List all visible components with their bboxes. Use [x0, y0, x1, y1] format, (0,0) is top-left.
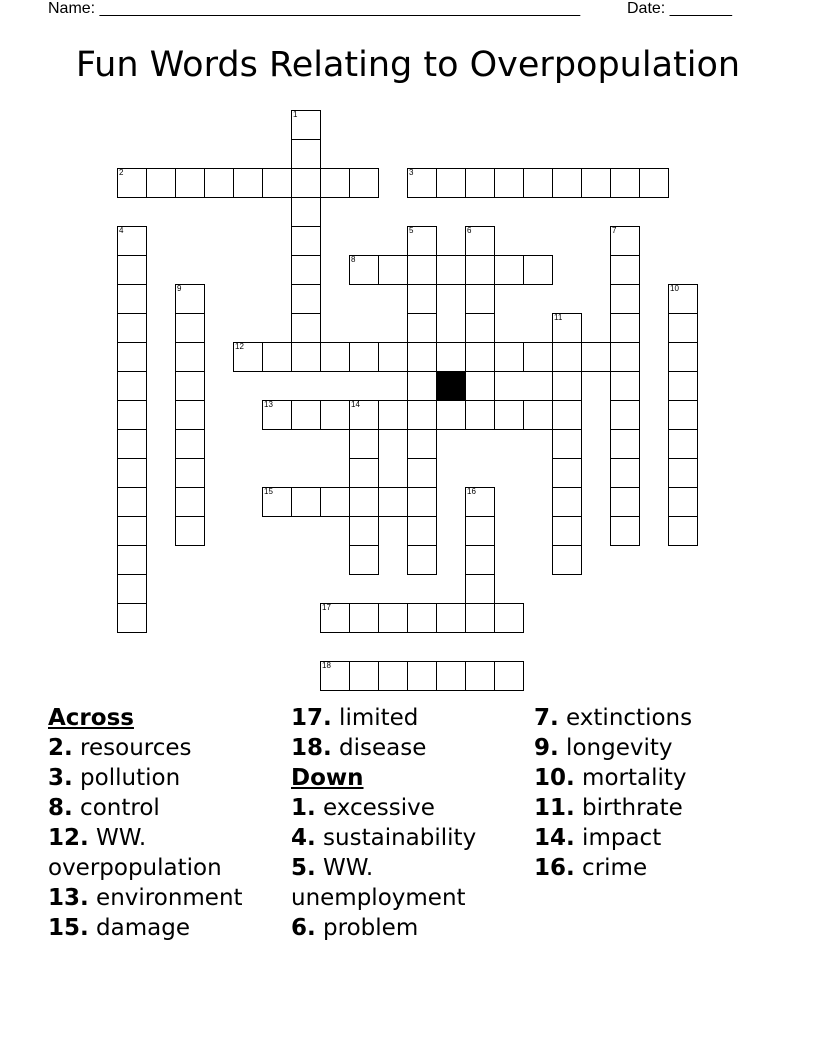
grid-cell[interactable] — [175, 342, 205, 372]
grid-cell[interactable] — [349, 487, 379, 517]
grid-cell[interactable] — [407, 255, 437, 285]
clue-number-label: 14. — [534, 825, 575, 851]
grid-cell[interactable] — [552, 458, 582, 488]
grid-cell[interactable] — [552, 400, 582, 430]
clue-text: control — [72, 795, 160, 821]
grid-cell[interactable] — [146, 168, 176, 198]
grid-cell[interactable] — [523, 400, 553, 430]
grid-cell[interactable] — [465, 545, 495, 575]
grid-cell[interactable] — [117, 371, 147, 401]
clue-number-label: 11. — [534, 795, 575, 821]
clue-item — [291, 733, 527, 763]
grid-cell[interactable] — [610, 516, 640, 546]
grid-cell[interactable] — [552, 516, 582, 546]
clue-number-label: 16. — [534, 855, 575, 881]
grid-cell[interactable] — [523, 168, 553, 198]
grid-cell[interactable] — [378, 603, 408, 633]
grid-cell[interactable] — [117, 487, 147, 517]
grid-cell[interactable] — [175, 458, 205, 488]
grid-cell[interactable] — [465, 255, 495, 285]
grid-cell[interactable] — [610, 400, 640, 430]
grid-cell[interactable] — [204, 168, 234, 198]
grid-cell[interactable] — [117, 342, 147, 372]
grid-cell[interactable] — [262, 400, 292, 430]
clue-item — [48, 733, 284, 763]
clue-section-heading: Across — [48, 705, 134, 731]
grid-cell[interactable] — [117, 255, 147, 285]
grid-cell[interactable] — [117, 545, 147, 575]
grid-cell[interactable] — [349, 545, 379, 575]
clue-number: 8 — [351, 255, 356, 264]
clue-number-label: 9. — [534, 735, 559, 761]
clue-number-label: 12. — [48, 825, 89, 851]
grid-cell[interactable] — [465, 168, 495, 198]
clue-text: longevity — [558, 735, 673, 761]
grid-cell[interactable] — [494, 661, 524, 691]
grid-cell[interactable] — [117, 458, 147, 488]
grid-cell[interactable] — [494, 603, 524, 633]
clue-number-label: 1. — [291, 795, 316, 821]
grid-cell[interactable] — [262, 168, 292, 198]
grid-cell[interactable] — [407, 313, 437, 343]
grid-cell[interactable] — [436, 661, 466, 691]
clue-number: 1 — [293, 110, 298, 119]
clue-item — [534, 703, 774, 733]
grid-cell[interactable] — [320, 487, 350, 517]
grid-cell[interactable] — [552, 545, 582, 575]
clue-item — [48, 883, 284, 913]
grid-cell[interactable] — [668, 516, 698, 546]
clue-number-label: 15. — [48, 915, 89, 941]
grid-cell[interactable] — [378, 342, 408, 372]
grid-cell[interactable] — [291, 284, 321, 314]
grid-cell[interactable] — [407, 458, 437, 488]
grid-cell[interactable] — [378, 400, 408, 430]
grid-cell[interactable] — [610, 371, 640, 401]
clue-text: disease — [331, 735, 427, 761]
clue-item — [534, 763, 774, 793]
grid-cell[interactable] — [610, 226, 640, 256]
grid-cell[interactable] — [465, 342, 495, 372]
clue-number: 15 — [264, 487, 273, 496]
grid-cell[interactable] — [552, 313, 582, 343]
clue-number: 12 — [235, 342, 244, 351]
grid-cell[interactable] — [465, 603, 495, 633]
grid-cell[interactable] — [349, 603, 379, 633]
clue-number-label: 6. — [291, 915, 316, 941]
grid-cell[interactable] — [349, 429, 379, 459]
grid-cell[interactable] — [407, 400, 437, 430]
grid-cell[interactable] — [117, 168, 147, 198]
grid-cell[interactable] — [378, 661, 408, 691]
grid-cell[interactable] — [349, 342, 379, 372]
grid-cell[interactable] — [552, 371, 582, 401]
clue-column-3 — [534, 703, 774, 883]
blocked-cell — [436, 371, 466, 401]
grid-cell[interactable] — [291, 400, 321, 430]
grid-cell[interactable] — [233, 342, 263, 372]
clue-number: 3 — [409, 168, 414, 177]
grid-cell[interactable] — [436, 400, 466, 430]
grid-cell[interactable] — [349, 255, 379, 285]
clue-text: impact — [574, 825, 662, 851]
grid-cell[interactable] — [407, 516, 437, 546]
clue-number: 13 — [264, 400, 273, 409]
grid-cell[interactable] — [349, 458, 379, 488]
grid-cell[interactable] — [465, 226, 495, 256]
grid-cell[interactable] — [291, 168, 321, 198]
grid-cell[interactable] — [291, 110, 321, 140]
grid-cell[interactable] — [610, 168, 640, 198]
clue-item — [48, 763, 284, 793]
grid-cell[interactable] — [291, 255, 321, 285]
grid-cell[interactable] — [320, 603, 350, 633]
clue-item — [291, 703, 527, 733]
clue-text: WW. overpopulation — [48, 825, 222, 881]
grid-cell[interactable] — [117, 284, 147, 314]
clue-item — [291, 793, 527, 823]
grid-cell[interactable] — [291, 342, 321, 372]
grid-cell[interactable] — [262, 487, 292, 517]
grid-cell[interactable] — [117, 313, 147, 343]
clue-text: resources — [72, 735, 192, 761]
clue-number-label: 17. — [291, 705, 332, 731]
grid-cell[interactable] — [523, 342, 553, 372]
grid-cell[interactable] — [349, 661, 379, 691]
grid-cell[interactable] — [552, 168, 582, 198]
grid-cell[interactable] — [320, 342, 350, 372]
grid-cell[interactable] — [668, 429, 698, 459]
grid-cell[interactable] — [175, 400, 205, 430]
grid-cell[interactable] — [668, 313, 698, 343]
grid-cell[interactable] — [465, 313, 495, 343]
grid-cell[interactable] — [610, 255, 640, 285]
grid-cell[interactable] — [117, 516, 147, 546]
grid-cell[interactable] — [465, 574, 495, 604]
clue-number: 9 — [177, 284, 182, 293]
grid-cell[interactable] — [610, 342, 640, 372]
clue-item — [48, 823, 284, 883]
grid-cell[interactable] — [407, 603, 437, 633]
clue-item — [48, 913, 284, 943]
grid-cell[interactable] — [175, 313, 205, 343]
grid-cell[interactable] — [407, 342, 437, 372]
grid-cell[interactable] — [552, 342, 582, 372]
grid-cell[interactable] — [407, 168, 437, 198]
grid-cell[interactable] — [436, 168, 466, 198]
clue-column-1 — [48, 703, 284, 943]
grid-cell[interactable] — [175, 168, 205, 198]
grid-cell[interactable] — [465, 661, 495, 691]
clue-text: sustainability — [315, 825, 477, 851]
clue-text: mortality — [574, 765, 687, 791]
grid-cell[interactable] — [407, 487, 437, 517]
grid-cell[interactable] — [407, 429, 437, 459]
grid-cell[interactable] — [436, 603, 466, 633]
clue-number-label: 2. — [48, 735, 73, 761]
grid-cell[interactable] — [639, 168, 669, 198]
grid-cell[interactable] — [668, 400, 698, 430]
grid-cell[interactable] — [175, 371, 205, 401]
grid-cell[interactable] — [552, 429, 582, 459]
grid-cell[interactable] — [668, 458, 698, 488]
clue-column-2 — [291, 703, 527, 943]
grid-cell[interactable] — [175, 516, 205, 546]
grid-cell[interactable] — [436, 342, 466, 372]
grid-cell[interactable] — [668, 342, 698, 372]
grid-cell[interactable] — [523, 255, 553, 285]
grid-cell[interactable] — [465, 400, 495, 430]
grid-cell[interactable] — [175, 487, 205, 517]
grid-cell[interactable] — [581, 168, 611, 198]
grid-cell[interactable] — [407, 226, 437, 256]
grid-cell[interactable] — [349, 516, 379, 546]
clue-text: problem — [315, 915, 419, 941]
grid-cell[interactable] — [407, 371, 437, 401]
clue-item — [534, 733, 774, 763]
clue-number: 10 — [670, 284, 679, 293]
grid-cell[interactable] — [407, 284, 437, 314]
grid-cell[interactable] — [291, 197, 321, 227]
grid-cell[interactable] — [465, 371, 495, 401]
page-title: Fun Words Relating to Overpopulation — [75, 45, 741, 85]
clue-number: 17 — [322, 603, 331, 612]
grid-cell[interactable] — [494, 400, 524, 430]
clue-number-label: 8. — [48, 795, 73, 821]
grid-cell[interactable] — [494, 168, 524, 198]
grid-cell[interactable] — [117, 429, 147, 459]
clue-text: excessive — [315, 795, 435, 821]
clue-number: 4 — [119, 226, 124, 235]
clue-text: limited — [331, 705, 419, 731]
grid-cell[interactable] — [668, 371, 698, 401]
grid-cell[interactable] — [117, 226, 147, 256]
clue-item — [534, 853, 774, 883]
clue-text: birthrate — [574, 795, 683, 821]
grid-cell[interactable] — [407, 545, 437, 575]
clue-item — [291, 913, 527, 943]
grid-cell[interactable] — [378, 255, 408, 285]
grid-cell[interactable] — [610, 487, 640, 517]
grid-cell[interactable] — [465, 284, 495, 314]
clue-number: 16 — [467, 487, 476, 496]
grid-cell[interactable] — [349, 168, 379, 198]
grid-cell[interactable] — [291, 226, 321, 256]
clue-item — [48, 793, 284, 823]
grid-cell[interactable] — [610, 458, 640, 488]
grid-cell[interactable] — [668, 487, 698, 517]
clue-number-label: 13. — [48, 885, 89, 911]
clue-text: environment — [88, 885, 243, 911]
grid-cell[interactable] — [262, 342, 292, 372]
clue-number: 11 — [554, 313, 563, 322]
clue-text: WW. unemployment — [291, 855, 466, 911]
grid-cell[interactable] — [291, 487, 321, 517]
clue-number-label: 5. — [291, 855, 316, 881]
date-field-label: Date: _______ — [627, 0, 732, 17]
grid-cell[interactable] — [436, 255, 466, 285]
clue-item — [291, 823, 527, 853]
clue-number: 18 — [322, 661, 331, 670]
grid-cell[interactable] — [175, 284, 205, 314]
clue-number-label: 7. — [534, 705, 559, 731]
clue-number: 7 — [612, 226, 617, 235]
grid-cell[interactable] — [320, 168, 350, 198]
grid-cell[interactable] — [291, 139, 321, 169]
clue-number: 2 — [119, 168, 124, 177]
clue-number-label: 10. — [534, 765, 575, 791]
grid-cell[interactable] — [117, 574, 147, 604]
name-field-label: Name: ______________________________________________________ — [48, 0, 581, 17]
grid-cell[interactable] — [494, 342, 524, 372]
clue-text: damage — [88, 915, 191, 941]
grid-cell[interactable] — [349, 400, 379, 430]
grid-cell[interactable] — [552, 487, 582, 517]
clue-text: pollution — [72, 765, 181, 791]
grid-cell[interactable] — [378, 487, 408, 517]
grid-cell[interactable] — [610, 429, 640, 459]
grid-cell[interactable] — [610, 313, 640, 343]
grid-cell[interactable] — [494, 255, 524, 285]
clue-number: 14 — [351, 400, 360, 409]
clue-text: crime — [574, 855, 648, 881]
grid-cell[interactable] — [668, 284, 698, 314]
clue-number-label: 3. — [48, 765, 73, 791]
grid-cell[interactable] — [320, 400, 350, 430]
grid-cell[interactable] — [291, 313, 321, 343]
clue-item — [534, 823, 774, 853]
clue-number: 6 — [467, 226, 472, 235]
clue-item — [291, 853, 527, 913]
grid-cell[interactable] — [610, 284, 640, 314]
clue-number-label: 18. — [291, 735, 332, 761]
grid-cell[interactable] — [581, 342, 611, 372]
grid-cell[interactable] — [465, 487, 495, 517]
grid-cell[interactable] — [407, 661, 437, 691]
clue-text: extinctions — [558, 705, 693, 731]
grid-cell[interactable] — [233, 168, 263, 198]
clue-item — [534, 793, 774, 823]
clue-number: 5 — [409, 226, 414, 235]
grid-cell[interactable] — [175, 429, 205, 459]
grid-cell[interactable] — [117, 603, 147, 633]
grid-cell[interactable] — [320, 661, 350, 691]
clue-number-label: 4. — [291, 825, 316, 851]
clue-section-heading: Down — [291, 765, 364, 791]
grid-cell[interactable] — [117, 400, 147, 430]
grid-cell[interactable] — [465, 516, 495, 546]
